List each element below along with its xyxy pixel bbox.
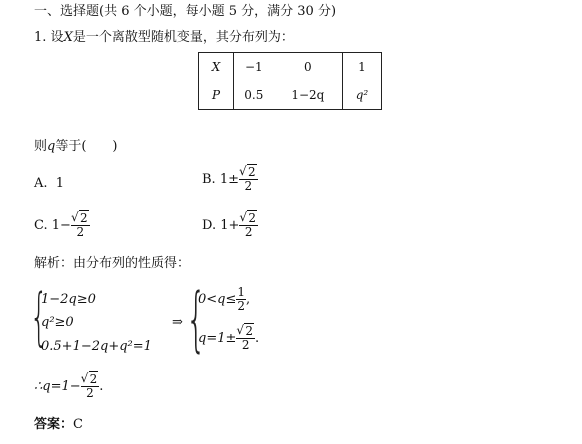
left-brace-icon: { [30,280,48,353]
sqrt-icon: √ 2 [72,212,89,225]
table-cell: 0.5 [244,88,264,102]
sqrt-icon: √ 2 [240,212,257,225]
system2-line1: 0<q≤ $\frac{1}{2}$ , [198,285,251,313]
prompt-variable: q [47,139,56,154]
system2-line2: q=1± √ $\frac{2}{2}$ . [198,325,259,352]
question-stem [34,31,294,44]
table-cell: 1 [343,53,382,82]
stem-text-before: 设 [50,30,64,45]
table-cell: X [199,53,234,82]
option-a[interactable] [34,177,64,190]
table-cell: −1 [245,60,263,74]
implies-arrow-icon: ⇒ [172,315,183,330]
system1-line1: 1−2q≥0 [41,292,96,307]
table-cell: P [199,81,234,110]
option-d[interactable] [202,212,258,239]
option-a-label: A. [34,176,48,191]
prompt-suffix: 等于( ) [55,139,118,154]
left-brace-icon: { [186,278,207,360]
table-cell: q² [343,81,382,110]
option-d-fraction: √ $\frac{2}{2}$ [239,212,258,239]
option-c-fraction: √ $\frac{2}{2}$ [71,212,90,239]
sqrt-icon: √ 2 [237,325,254,338]
section-title: 一、选择题(共 6 个小题，每小题 5 分，满分 30 分) [34,4,337,19]
sqrt-icon: √ 2 [82,373,99,386]
option-b[interactable] [202,166,258,193]
distribution-table [198,52,382,110]
question-number: 1. [34,30,47,45]
question-prompt [34,140,118,153]
option-c-prefix: 1− [51,218,71,233]
option-b-prefix: 1± [219,172,239,187]
option-c[interactable] [34,212,90,239]
stem-variable-x: X [63,30,73,45]
option-a-value: 1 [55,176,65,191]
answer-value: C [73,417,83,432]
option-d-label: D. [202,218,217,233]
sqrt-icon: √ 2 [240,166,257,179]
option-c-label: C. [34,218,48,233]
answer [34,418,83,431]
table-row [199,53,382,82]
stem-text-after: 是一个离散型随机变量，其分布列为： [72,30,294,45]
option-b-fraction: √ $\frac{2}{2}$ [239,166,258,193]
table-row [199,81,382,110]
option-d-prefix: 1+ [220,218,240,233]
answer-label: 答案： [34,417,74,432]
prompt-prefix: 则 [34,139,48,154]
option-b-label: B. [202,172,216,187]
table-cell: 0 [304,60,312,74]
system1-line3: 0.5+1−2q+q²=1 [41,339,152,354]
system1-line2: q²≥0 [41,315,74,330]
table-cell: 1−2q [291,88,325,102]
conclusion: ∴q=1− √ $\frac{2}{2}$ . [34,373,103,400]
analysis-heading: 解析：由分布列的性质得： [34,256,191,271]
